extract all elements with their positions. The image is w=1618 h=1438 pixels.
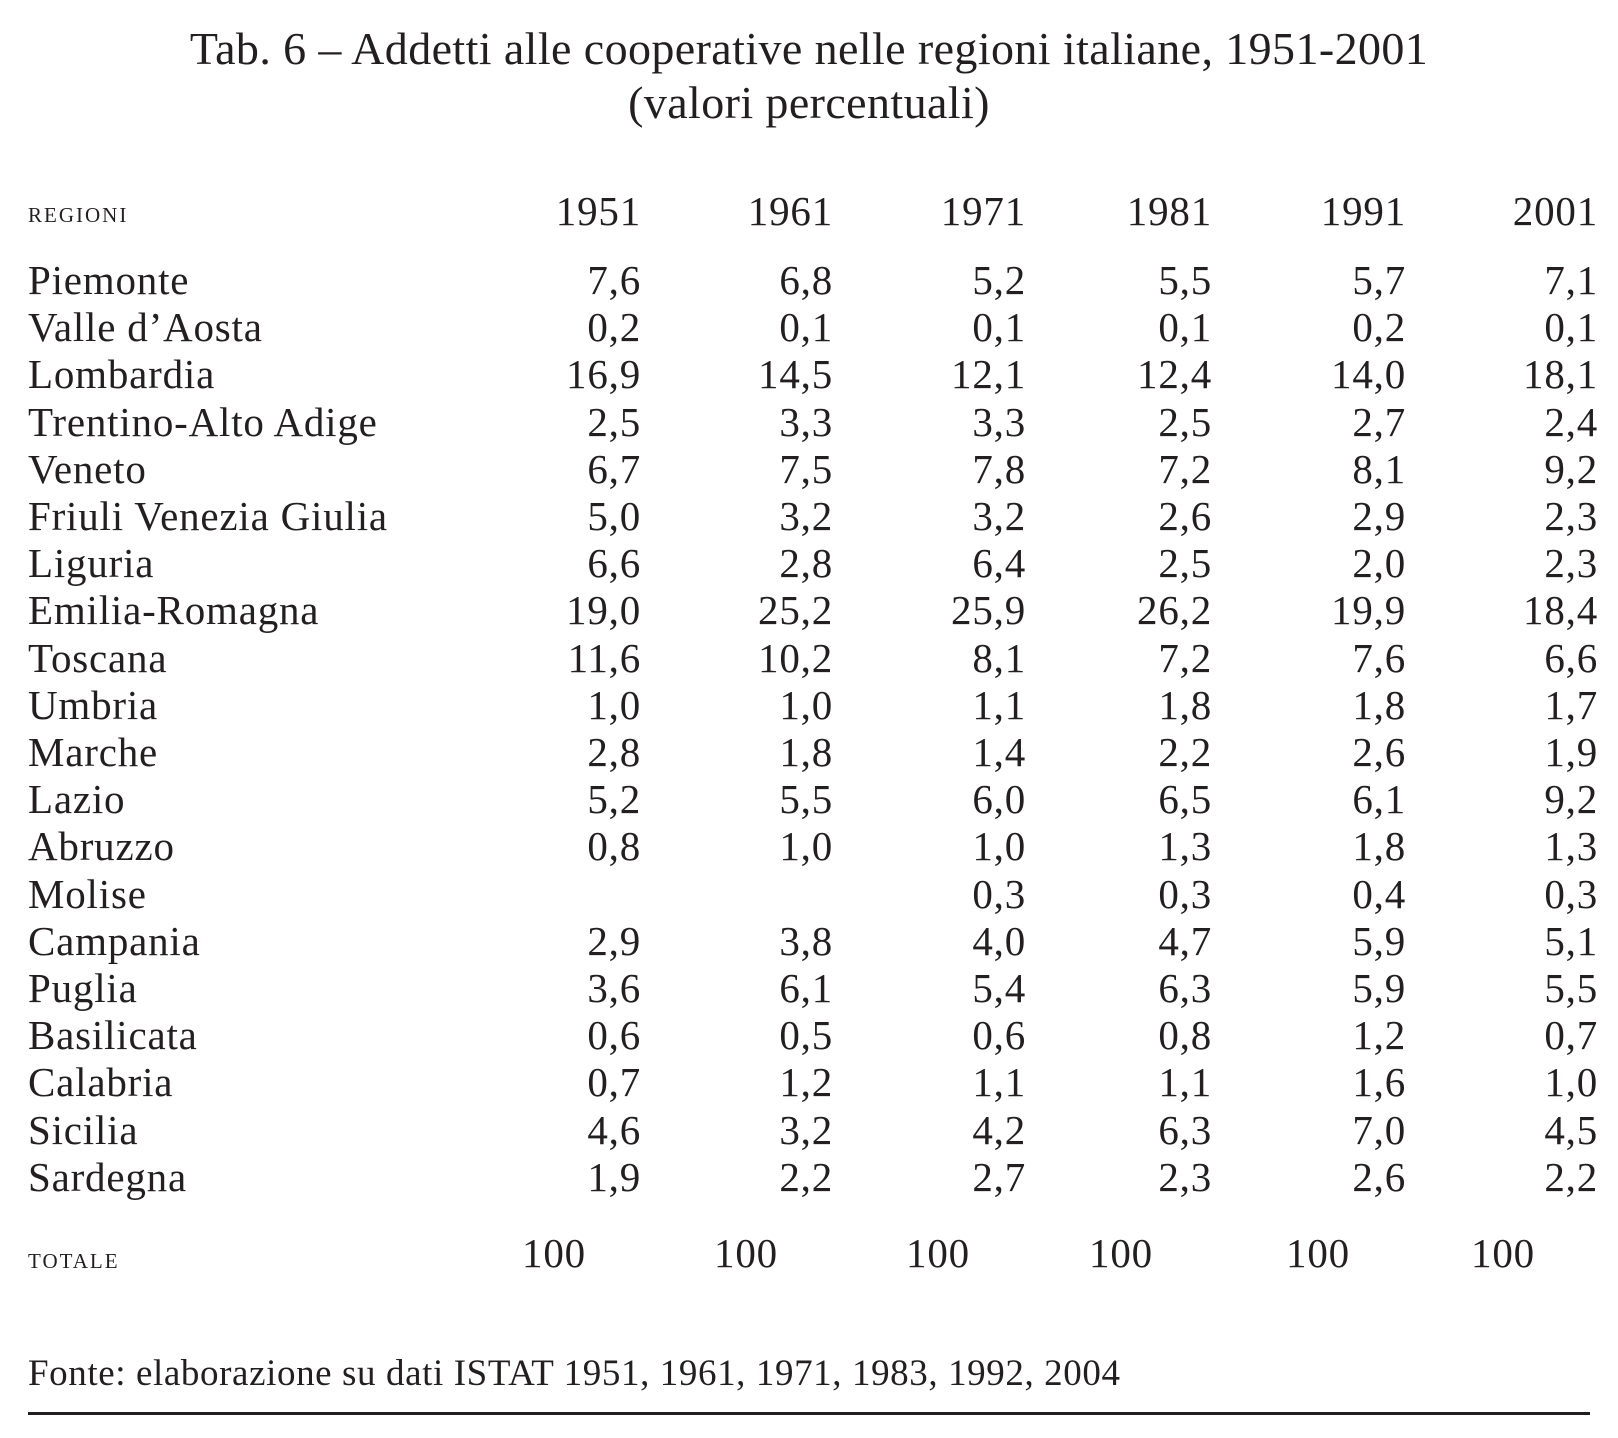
region-name: Puglia [28, 965, 138, 1011]
table-cell: 5,2 [587, 776, 641, 823]
table-cell: 0,3 [972, 870, 1026, 917]
table-cell: 1,7 [1544, 681, 1598, 728]
table-cell: 2,6 [1352, 1153, 1406, 1200]
table-row [28, 303, 1598, 351]
region-name: Liguria [28, 540, 155, 587]
table-cell: 6,6 [587, 540, 641, 587]
table-cell: 6,6 [1544, 634, 1598, 681]
region-name: Lombardia [28, 351, 216, 398]
table-title [0, 22, 1618, 130]
table-cell: 0,1 [1544, 304, 1598, 351]
table-row [28, 492, 1598, 540]
table-cell: 2,3 [1158, 1153, 1212, 1200]
table-cell: 2,2 [1544, 1153, 1598, 1200]
table-cell: 2,8 [779, 540, 833, 587]
table-cell: 0,3 [1158, 870, 1212, 917]
region-name: Campania [28, 917, 201, 964]
table-cell: 6,7 [587, 445, 641, 492]
table-cell: 0,7 [587, 1059, 641, 1106]
region-name: Molise [28, 870, 147, 917]
table-cell: 2,3 [1544, 493, 1598, 539]
table-row [28, 681, 1598, 729]
table-cell: 2,2 [1158, 729, 1212, 775]
table-cell: 0,1 [1158, 304, 1212, 351]
table-row [28, 822, 1598, 870]
table-row [28, 350, 1598, 398]
table-cell: 3,2 [972, 493, 1026, 539]
table-cell: 25,2 [758, 587, 833, 634]
table-total-row [28, 1229, 1590, 1277]
header-regioni: regioni [28, 196, 129, 229]
total-value: 100 [1471, 1230, 1535, 1276]
table-cell: 7,2 [1158, 634, 1212, 681]
table-cell: 0,1 [972, 304, 1026, 351]
table-cell: 5,9 [1352, 965, 1406, 1011]
table-title-line-1: Tab. 6 – Addetti alle cooperative nelle regioni italiane, 1951-2001 [189, 23, 1429, 74]
table-cell: 7,6 [587, 257, 641, 303]
table-row [28, 398, 1598, 446]
total-value: 100 [1286, 1230, 1350, 1276]
table-cell: 5,2 [972, 257, 1026, 303]
table-cell: 12,1 [951, 351, 1026, 398]
table-cell: 7,0 [1352, 1106, 1406, 1153]
table-cell: 1,9 [1544, 729, 1598, 775]
total-value: 100 [714, 1230, 778, 1276]
table-row [28, 634, 1598, 682]
table-row [28, 256, 1598, 304]
table-row [28, 964, 1598, 1012]
table-cell: 1,9 [587, 1153, 641, 1200]
region-name: Umbria [28, 681, 159, 728]
table-cell: 9,2 [1544, 776, 1598, 823]
table-cell: 12,4 [1137, 351, 1212, 398]
table-cell: 1,8 [1352, 681, 1406, 728]
table-cell: 5,7 [1352, 257, 1406, 303]
region-name: Abruzzo [28, 823, 175, 870]
table-cell: 4,2 [972, 1106, 1026, 1153]
table-cell: 5,5 [779, 776, 833, 823]
table-cell: 1,8 [1158, 681, 1212, 728]
region-name: Basilicata [28, 1012, 198, 1059]
table-cell: 1,0 [779, 823, 833, 870]
region-name: Trentino-Alto Adige [28, 398, 378, 445]
table-cell: 18,1 [1523, 351, 1598, 398]
table-cell: 0,1 [779, 304, 833, 351]
total-value: 100 [1089, 1230, 1153, 1276]
table-row [28, 445, 1598, 493]
table-cell: 2,2 [779, 1153, 833, 1200]
table-cell: 0,6 [587, 1012, 641, 1059]
table-row [28, 775, 1598, 823]
table-cell: 6,3 [1158, 965, 1212, 1011]
total-value: 100 [906, 1230, 970, 1276]
table-row [28, 917, 1598, 965]
table-row [28, 586, 1598, 634]
table-cell: 1,2 [1352, 1012, 1406, 1059]
table-cell: 1,8 [1352, 823, 1406, 870]
table-cell: 1,8 [779, 729, 833, 775]
header-year: 1961 [747, 188, 833, 234]
table-cell: 2,0 [1352, 540, 1406, 587]
table-cell: 2,7 [1352, 398, 1406, 445]
table-cell: 19,9 [1331, 587, 1406, 634]
table-cell: 0,8 [587, 823, 641, 870]
table-cell: 2,5 [587, 398, 641, 445]
table-cell: 0,5 [779, 1012, 833, 1059]
table-cell: 6,8 [779, 257, 833, 303]
region-name: Lazio [28, 776, 126, 823]
table-cell: 6,0 [972, 776, 1026, 823]
total-value: 100 [522, 1230, 586, 1276]
region-name: Valle d’Aosta [28, 304, 263, 351]
table-cell: 3,2 [779, 493, 833, 539]
table-cell: 0,4 [1352, 870, 1406, 917]
table-cell: 2,5 [1158, 540, 1212, 587]
table-cell: 2,9 [587, 917, 641, 964]
table-cell: 5,5 [1158, 257, 1212, 303]
table-cell: 0,8 [1158, 1012, 1212, 1059]
table-title-line-2: (valori percentuali) [628, 77, 990, 128]
table-cell: 5,0 [587, 493, 641, 539]
table-cell: 25,9 [951, 587, 1026, 634]
table-cell: 6,1 [1352, 776, 1406, 823]
table-cell: 2,5 [1158, 398, 1212, 445]
table-cell: 1,1 [972, 681, 1026, 728]
table-cell: 1,3 [1544, 823, 1598, 870]
table-cell: 1,0 [587, 681, 641, 728]
table-cell: 18,4 [1523, 587, 1598, 634]
table-cell: 5,9 [1352, 917, 1406, 964]
table-cell: 1,1 [1158, 1059, 1212, 1106]
table-row [28, 1106, 1598, 1154]
table-cell: 26,2 [1137, 587, 1212, 634]
bottom-rule [28, 1412, 1590, 1415]
table-cell: 19,0 [566, 587, 641, 634]
region-name: Emilia-Romagna [28, 587, 320, 634]
table-cell: 0,6 [972, 1012, 1026, 1059]
table-cell: 1,0 [972, 823, 1026, 870]
table-cell: 1,6 [1352, 1059, 1406, 1106]
table-cell: 0,2 [587, 304, 641, 351]
table-cell: 1,0 [779, 681, 833, 728]
table-cell: 3,3 [972, 398, 1026, 445]
table-cell: 3,6 [587, 965, 641, 1011]
region-name: Sicilia [28, 1106, 139, 1153]
table-cell: 1,0 [1544, 1059, 1598, 1106]
table-cell: 5,1 [1544, 917, 1598, 964]
table-cell: 16,9 [566, 351, 641, 398]
table-cell: 4,0 [972, 917, 1026, 964]
table-cell: 6,4 [972, 540, 1026, 587]
table-cell: 3,8 [779, 917, 833, 964]
table-cell: 1,2 [779, 1059, 833, 1106]
table-cell: 7,2 [1158, 445, 1212, 492]
table-cell: 2,3 [1544, 540, 1598, 587]
table-cell: 5,4 [972, 965, 1026, 1011]
table-cell: 4,6 [587, 1106, 641, 1153]
source-note: Fonte: elaborazione su dati ISTAT 1951, 1961, 1971, 1983, 1992, 2004 [28, 1353, 1121, 1394]
table-row [28, 728, 1598, 776]
table-cell: 8,1 [972, 634, 1026, 681]
header-year: 1951 [555, 188, 641, 234]
table-cell: 1,4 [972, 729, 1026, 775]
table-cell: 7,1 [1544, 257, 1598, 303]
table-cell: 8,1 [1352, 445, 1406, 492]
table-cell: 7,5 [779, 445, 833, 492]
region-name: Calabria [28, 1059, 174, 1106]
region-name: Marche [28, 729, 159, 775]
table-row [28, 539, 1598, 587]
table-cell: 1,3 [1158, 823, 1212, 870]
table-cell: 10,2 [758, 634, 833, 681]
table-header-row [28, 187, 1598, 235]
table-cell: 5,5 [1544, 965, 1598, 1011]
table-cell: 0,7 [1544, 1012, 1598, 1059]
total-label: totale [28, 1242, 120, 1275]
table-cell: 2,6 [1352, 729, 1406, 775]
region-name: Toscana [28, 634, 168, 681]
table-cell: 2,9 [1352, 493, 1406, 539]
table-cell: 2,8 [587, 729, 641, 775]
region-name: Friuli Venezia Giulia [28, 493, 388, 539]
region-name: Piemonte [28, 257, 190, 303]
header-year: 2001 [1512, 188, 1598, 234]
table-cell: 9,2 [1544, 445, 1598, 492]
region-name: Sardegna [28, 1153, 187, 1200]
table-cell: 3,2 [779, 1106, 833, 1153]
table-cell: 11,6 [567, 634, 641, 681]
table-cell: 6,1 [779, 965, 833, 1011]
table-cell: 2,4 [1544, 398, 1598, 445]
region-name: Veneto [28, 445, 147, 492]
table-cell: 7,6 [1352, 634, 1406, 681]
table-row [28, 1153, 1598, 1201]
table-cell: 0,3 [1544, 870, 1598, 917]
table-cell: 3,3 [779, 398, 833, 445]
table-cell: 2,7 [972, 1153, 1026, 1200]
table-cell: 4,7 [1158, 917, 1212, 964]
table-cell: 6,5 [1158, 776, 1212, 823]
table-cell: 0,2 [1352, 304, 1406, 351]
table-cell: 2,6 [1158, 493, 1212, 539]
table-cell: 7,8 [972, 445, 1026, 492]
table-row [28, 1011, 1598, 1059]
table-cell: 4,5 [1544, 1106, 1598, 1153]
header-year: 1981 [1126, 188, 1212, 234]
table-cell: 1,1 [972, 1059, 1026, 1106]
header-year: 1991 [1320, 188, 1406, 234]
table-cell: 14,0 [1331, 351, 1406, 398]
table-row [28, 1058, 1598, 1106]
header-year: 1971 [940, 188, 1026, 234]
table-row [28, 870, 1598, 918]
table-cell: 14,5 [758, 351, 833, 398]
table-cell: 6,3 [1158, 1106, 1212, 1153]
